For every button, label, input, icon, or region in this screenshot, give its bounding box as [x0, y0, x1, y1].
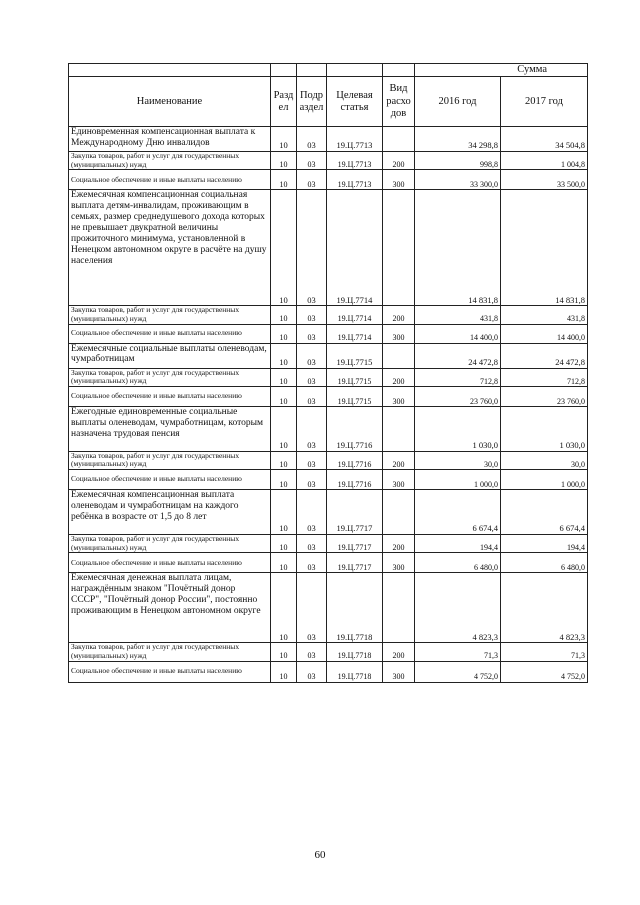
table-row [69, 470, 588, 490]
cell-y2017: 14 400,0 [501, 324, 588, 343]
cell-podrazdel: 03 [297, 368, 327, 386]
cell-y2017: 71,3 [501, 643, 588, 661]
cell-razdel: 10 [271, 643, 297, 661]
cell-y2017: 4 752,0 [501, 661, 588, 682]
header-year-2017: 2017 год [501, 77, 588, 127]
cell-podrazdel: 03 [297, 343, 327, 368]
cell-y2017: 1 000,0 [501, 470, 588, 490]
table-row [69, 343, 588, 368]
table-row [69, 190, 588, 306]
cell-target: 19.Ц.7717 [327, 553, 383, 573]
cell-name: Закупка товаров, работ и услуг для государственных (муниципальных) нужд [69, 643, 271, 661]
cell-name: Социальное обеспечение и иные выплаты населению [69, 324, 271, 343]
cell-y2017: 24 472,8 [501, 343, 588, 368]
cell-razdel: 10 [271, 661, 297, 682]
header-spacer-vid [383, 64, 415, 77]
cell-podrazdel: 03 [297, 535, 327, 553]
cell-podrazdel: 03 [297, 306, 327, 324]
cell-podrazdel: 03 [297, 643, 327, 661]
cell-razdel: 10 [271, 490, 297, 535]
table-row [69, 127, 588, 152]
cell-podrazdel: 03 [297, 470, 327, 490]
cell-y2017: 4 823,3 [501, 573, 588, 643]
cell-y2016: 30,0 [415, 451, 501, 469]
header-year-2016: 2016 год [415, 77, 501, 127]
cell-podrazdel: 03 [297, 406, 327, 451]
header-spacer-razdel [271, 64, 297, 77]
cell-y2017: 712,8 [501, 368, 588, 386]
cell-vid: 300 [383, 170, 415, 190]
cell-target: 19.Ц.7716 [327, 406, 383, 451]
header-spacer-target [327, 64, 383, 77]
table-row [69, 306, 588, 324]
cell-y2017: 1 004,8 [501, 152, 588, 170]
cell-podrazdel: 03 [297, 324, 327, 343]
cell-y2016: 6 674,4 [415, 490, 501, 535]
cell-vid: 300 [383, 386, 415, 406]
table-row [69, 152, 588, 170]
cell-name: Социальное обеспечение и иные выплаты населению [69, 170, 271, 190]
cell-target: 19.Ц.7716 [327, 470, 383, 490]
cell-vid [383, 127, 415, 152]
table-row [69, 643, 588, 661]
cell-name: Ежемесячная компенсационная выплата оленеводам и чумработницам на каждого ребёнка в возрасте от 1,5 до 8 лет [69, 490, 271, 535]
cell-vid: 300 [383, 470, 415, 490]
cell-razdel: 10 [271, 573, 297, 643]
table-row [69, 661, 588, 682]
cell-podrazdel: 03 [297, 553, 327, 573]
header-name: Наименование [69, 77, 271, 127]
cell-razdel: 10 [271, 451, 297, 469]
cell-razdel: 10 [271, 152, 297, 170]
cell-target: 19.Ц.7718 [327, 643, 383, 661]
cell-razdel: 10 [271, 127, 297, 152]
table-row [69, 535, 588, 553]
cell-target: 19.Ц.7717 [327, 535, 383, 553]
header-vid: Вид расхо дов [383, 77, 415, 127]
table-row [69, 490, 588, 535]
cell-razdel: 10 [271, 343, 297, 368]
cell-name: Закупка товаров, работ и услуг для государственных (муниципальных) нужд [69, 535, 271, 553]
cell-y2016: 4 823,3 [415, 573, 501, 643]
cell-podrazdel: 03 [297, 152, 327, 170]
table-row [69, 553, 588, 573]
cell-target: 19.Ц.7714 [327, 190, 383, 306]
cell-razdel: 10 [271, 406, 297, 451]
table-row [69, 451, 588, 469]
cell-y2017: 30,0 [501, 451, 588, 469]
cell-y2017: 6 674,4 [501, 490, 588, 535]
header-razdel: Разд ел [271, 77, 297, 127]
cell-target: 19.Ц.7715 [327, 386, 383, 406]
table-row [69, 386, 588, 406]
cell-podrazdel: 03 [297, 386, 327, 406]
table-row [69, 573, 588, 643]
cell-vid: 200 [383, 643, 415, 661]
cell-target: 19.Ц.7713 [327, 127, 383, 152]
cell-target: 19.Ц.7713 [327, 152, 383, 170]
cell-vid: 200 [383, 535, 415, 553]
cell-name: Ежемесячные социальные выплаты оленеводам, чумработницам [69, 343, 271, 368]
header-spacer-name [69, 64, 271, 77]
cell-name: Ежемесячная денежная выплата лицам, награждённым знаком "Почётный донор СССР", "Почётный донор России", постоянно проживающим в Ненецком автономном округе [69, 573, 271, 643]
cell-target: 19.Ц.7718 [327, 573, 383, 643]
cell-vid [383, 343, 415, 368]
cell-vid: 200 [383, 451, 415, 469]
cell-y2016: 33 300,0 [415, 170, 501, 190]
cell-podrazdel: 03 [297, 170, 327, 190]
cell-razdel: 10 [271, 386, 297, 406]
cell-target: 19.Ц.7717 [327, 490, 383, 535]
cell-y2016: 1 030,0 [415, 406, 501, 451]
cell-y2017: 431,8 [501, 306, 588, 324]
cell-target: 19.Ц.7714 [327, 306, 383, 324]
header-spacer-podrazdel [297, 64, 327, 77]
cell-target: 19.Ц.7715 [327, 368, 383, 386]
cell-y2017: 23 760,0 [501, 386, 588, 406]
cell-vid: 300 [383, 661, 415, 682]
cell-name: Социальное обеспечение и иные выплаты населению [69, 386, 271, 406]
cell-name: Закупка товаров, работ и услуг для государственных (муниципальных) нужд [69, 451, 271, 469]
cell-name: Единовременная компенсационная выплата к Международному Дню инвалидов [69, 127, 271, 152]
cell-vid: 200 [383, 306, 415, 324]
header-podrazdel: Подр аздел [297, 77, 327, 127]
cell-podrazdel: 03 [297, 127, 327, 152]
cell-razdel: 10 [271, 170, 297, 190]
cell-y2016: 431,8 [415, 306, 501, 324]
cell-y2017: 194,4 [501, 535, 588, 553]
cell-y2017: 6 480,0 [501, 553, 588, 573]
table-body [69, 127, 588, 683]
budget-table [68, 63, 588, 683]
cell-target: 19.Ц.7716 [327, 451, 383, 469]
page-number: 60 [314, 849, 326, 861]
table-row [69, 406, 588, 451]
cell-y2017: 34 504,8 [501, 127, 588, 152]
cell-razdel: 10 [271, 470, 297, 490]
cell-y2017: 1 030,0 [501, 406, 588, 451]
cell-target: 19.Ц.7713 [327, 170, 383, 190]
cell-y2017: 14 831,8 [501, 190, 588, 306]
cell-vid [383, 490, 415, 535]
cell-target: 19.Ц.7714 [327, 324, 383, 343]
header-summa: Сумма [415, 64, 588, 77]
cell-name: Закупка товаров, работ и услуг для государственных (муниципальных) нужд [69, 368, 271, 386]
table-row [69, 170, 588, 190]
cell-y2016: 998,8 [415, 152, 501, 170]
cell-name: Ежегодные единовременные социальные выплаты оленеводам, чумработницам, которым назначена трудовая пенсия [69, 406, 271, 451]
table-row [69, 368, 588, 386]
cell-y2016: 4 752,0 [415, 661, 501, 682]
cell-y2016: 14 831,8 [415, 190, 501, 306]
cell-podrazdel: 03 [297, 451, 327, 469]
cell-y2016: 1 000,0 [415, 470, 501, 490]
cell-name: Закупка товаров, работ и услуг для государственных (муниципальных) нужд [69, 152, 271, 170]
cell-vid: 300 [383, 553, 415, 573]
cell-y2016: 34 298,8 [415, 127, 501, 152]
cell-y2016: 712,8 [415, 368, 501, 386]
cell-name: Ежемесячная компенсационная социальная выплата детям-инвалидам, проживающим в семьях, размер среднедушевого дохода которых не превышает двукратной величины прожиточного минимума, установленной в Ненецком автономном округе в расчёте на душу населения [69, 190, 271, 306]
cell-vid: 300 [383, 324, 415, 343]
cell-razdel: 10 [271, 553, 297, 573]
cell-podrazdel: 03 [297, 490, 327, 535]
cell-name: Социальное обеспечение и иные выплаты населению [69, 553, 271, 573]
cell-y2016: 24 472,8 [415, 343, 501, 368]
cell-y2017: 33 500,0 [501, 170, 588, 190]
cell-y2016: 23 760,0 [415, 386, 501, 406]
cell-target: 19.Ц.7718 [327, 661, 383, 682]
cell-y2016: 6 480,0 [415, 553, 501, 573]
cell-vid [383, 573, 415, 643]
cell-name: Социальное обеспечение и иные выплаты населению [69, 470, 271, 490]
cell-y2016: 194,4 [415, 535, 501, 553]
cell-y2016: 14 400,0 [415, 324, 501, 343]
cell-razdel: 10 [271, 535, 297, 553]
cell-name: Закупка товаров, работ и услуг для государственных (муниципальных) нужд [69, 306, 271, 324]
header-target: Целевая статья [327, 77, 383, 127]
cell-podrazdel: 03 [297, 573, 327, 643]
cell-name: Социальное обеспечение и иные выплаты населению [69, 661, 271, 682]
table-row [69, 324, 588, 343]
cell-podrazdel: 03 [297, 190, 327, 306]
cell-vid [383, 406, 415, 451]
cell-vid [383, 190, 415, 306]
cell-podrazdel: 03 [297, 661, 327, 682]
cell-razdel: 10 [271, 190, 297, 306]
cell-target: 19.Ц.7715 [327, 343, 383, 368]
cell-razdel: 10 [271, 306, 297, 324]
cell-vid: 200 [383, 152, 415, 170]
cell-y2016: 71,3 [415, 643, 501, 661]
cell-razdel: 10 [271, 368, 297, 386]
cell-vid: 200 [383, 368, 415, 386]
cell-razdel: 10 [271, 324, 297, 343]
